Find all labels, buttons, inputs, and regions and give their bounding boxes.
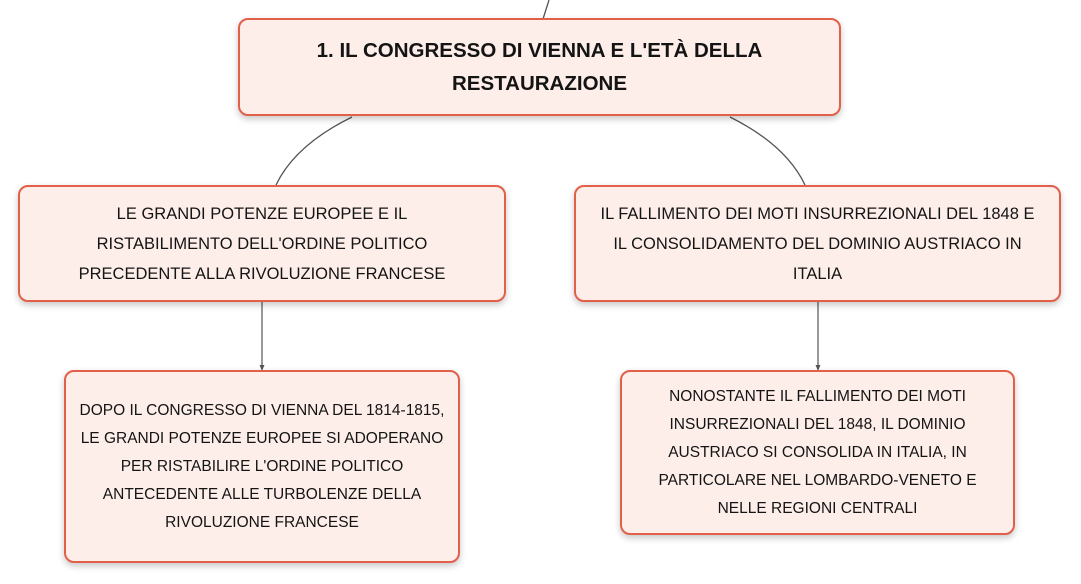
detail-node-great-powers-text: DOPO IL CONGRESSO DI VIENNA DEL 1814-1815, LE GRANDI POTENZE EUROPEE SI ADOPERANO PER RISTABILIRE L'ORDINE POLITICO ANTECEDENTE ALLE TURBOLENZE DELLA RIVOLUZIONE FRANCESE [79, 401, 445, 531]
connector-root-to-left-branch [276, 117, 352, 185]
root-node-title: 1. IL CONGRESSO DI VIENNA E L'ETÀ DELLA RESTAURAZIONE [316, 39, 763, 95]
branch-node-1848-uprisings[interactable] [574, 185, 1061, 302]
detail-node-1848-uprisings-text: NONOSTANTE IL FALLIMENTO DEI MOTI INSURREZIONALI DEL 1848, IL DOMINIO AUSTRIACO SI CONSOLIDA IN ITALIA, IN PARTICOLARE NEL LOMBARDO-VENETO E NELLE REGIONI CENTRALI [658, 387, 977, 517]
incoming-connector [543, 0, 549, 19]
branch-node-1848-uprisings-label: IL FALLIMENTO DEI MOTI INSURREZIONALI DEL 1848 E IL CONSOLIDAMENTO DEL DOMINIO AUSTRIACO IN ITALIA [600, 204, 1035, 283]
branch-node-great-powers-label: LE GRANDI POTENZE EUROPEE E IL RISTABILIMENTO DELL'ORDINE POLITICO PRECEDENTE ALLA RIVOLUZIONE FRANCESE [78, 204, 446, 283]
detail-node-1848-uprisings[interactable] [620, 370, 1015, 535]
connector-root-to-right-branch [730, 117, 805, 185]
detail-node-great-powers[interactable] [64, 370, 460, 563]
root-node[interactable] [238, 18, 841, 116]
branch-node-great-powers[interactable] [18, 185, 506, 302]
